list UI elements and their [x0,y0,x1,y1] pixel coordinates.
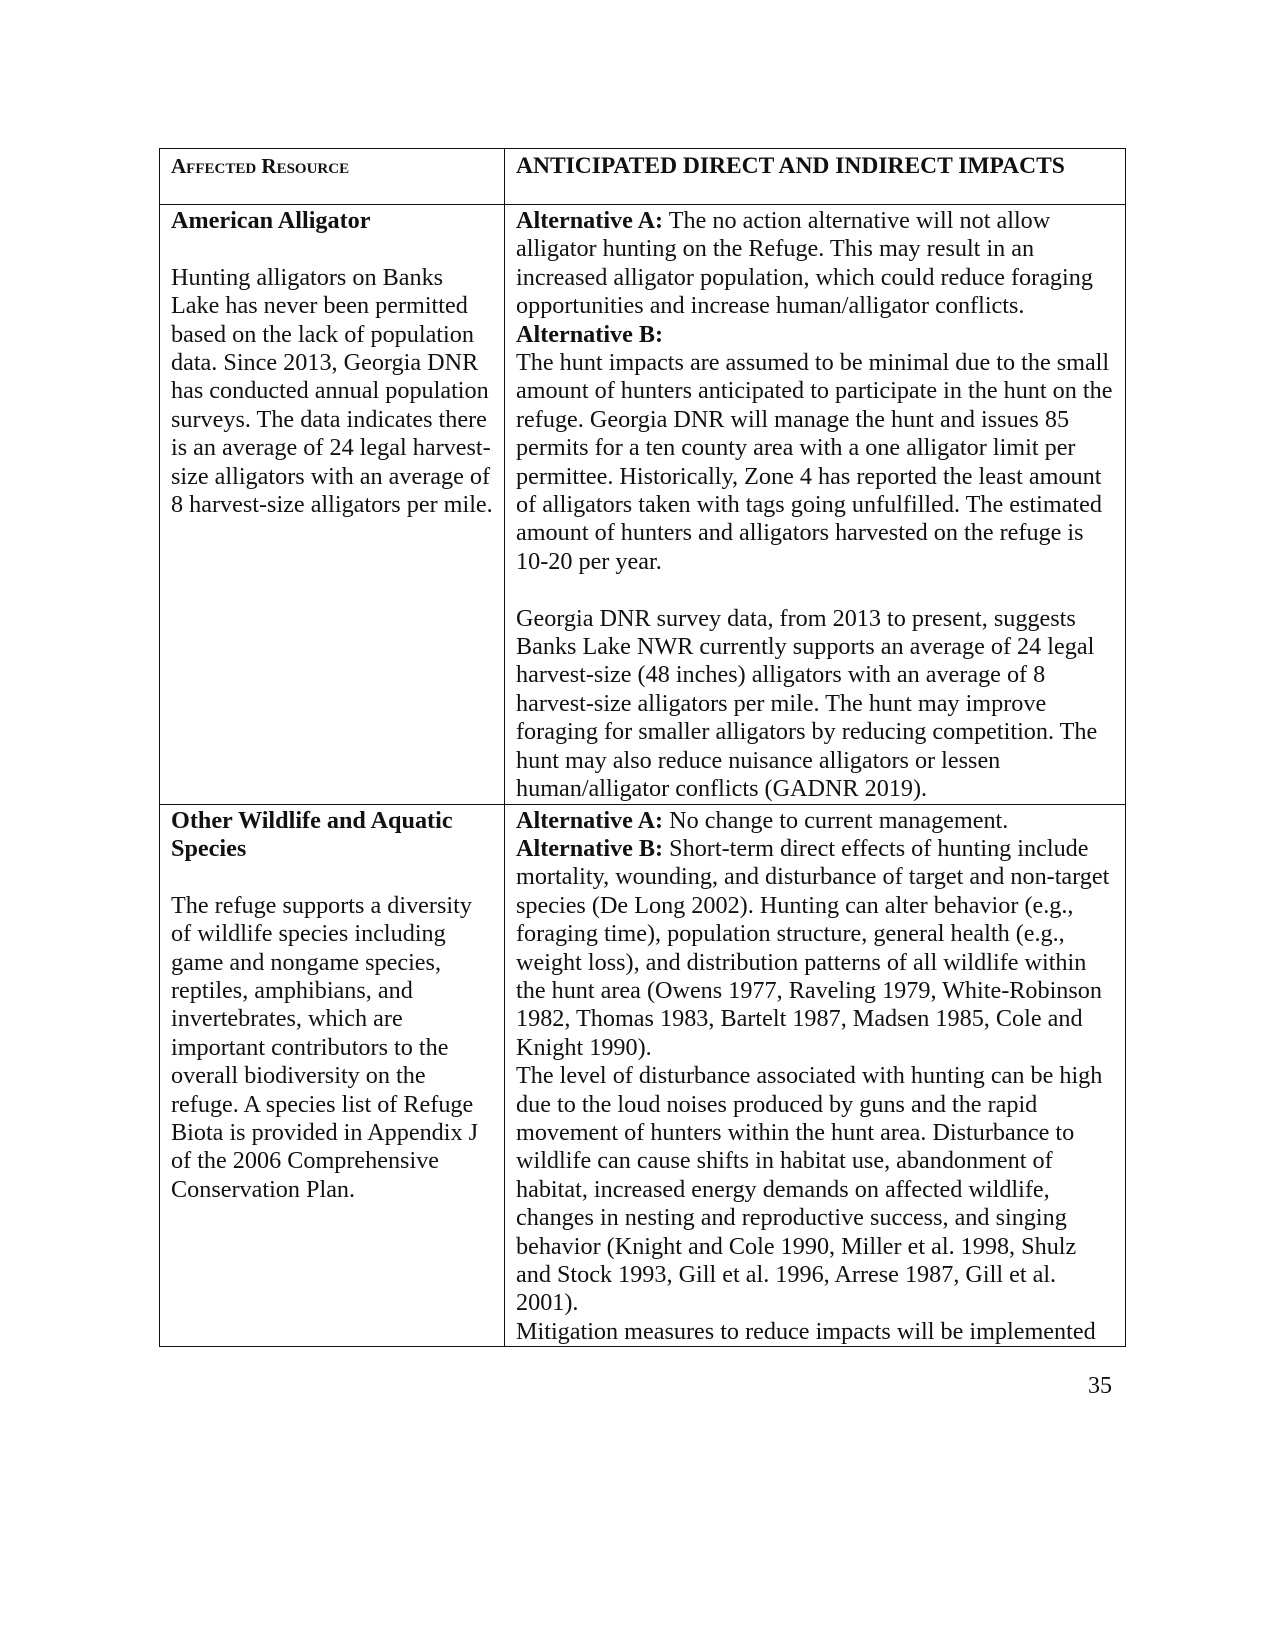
alternative-b-label: Alternative B: [516,320,664,348]
table-header-row [160,149,1126,205]
resource-title: Other Wildlife and Aquatic Species [171,806,453,862]
resource-description: Hunting alligators on Banks Lake has never been permitted based on the lack of population data. Since 2013, Georgia DNR has conducted annual population surveys. The data indicates there is an average of 24 legal harvest-size alligators with an average of 8 harvest-size alligators per mile. [171,263,493,519]
impacts-cell [505,205,1126,805]
alternative-b-paragraph [516,835,1115,1062]
alternative-a-paragraph [516,807,1115,835]
resource-cell [160,804,505,1347]
disturbance-paragraph: The level of disturbance associated with hunting can be high due to the loud noises produced by guns and the rapid movement of hunters within the hunt area. Disturbance to wildlife can cause shifts in habitat use, abandonment of habitat, increased energy demands on affected wildlife, changes in nesting and reproductive success, and singing behavior (Knight and Cole 1990, Miller et al. 1998, Shulz and Stock 1993, Gill et al. 1996, Arrese 1987, Gill et al. 2001). [516,1062,1103,1317]
resource-cell [160,205,505,805]
header-anticipated-impacts [505,149,1126,205]
survey-paragraph: Georgia DNR survey data, from 2013 to present, suggests Banks Lake NWR currently supports an average of 24 legal harvest-size (48 inches) alligators with an average of 8 harvest-size alligators per mile. The hunt may improve foraging for smaller alligators by reducing competition. The hunt may also reduce nuisance alligators or lessen human/alligator conflicts (GADNR 2019). [516,604,1098,803]
page-number: 35 [1088,1373,1112,1399]
resource-description: The refuge supports a diversity of wildlife species including game and nongame species, reptiles, amphibians, and invertebrates, which are important contributors to the overall biodiversity on the refuge. A species list of Refuge Biota is provided in Appendix J of the 2006 Comprehensive Conservation Plan. [171,891,479,1203]
header-affected-resource [160,149,505,205]
alternative-a-text: No change to current management. [663,806,1009,834]
table-row [160,804,1126,1347]
header-affected-resource-label: Affected Resource [171,154,350,178]
resource-title: American Alligator [171,207,371,234]
alternative-b-text: The hunt impacts are assumed to be minimal due to the small amount of hunters anticipated to participate in the hunt on the refuge. Georgia DNR will manage the hunt and issues 85 permits for a ten county area with a one alligator limit per permittee. Historically, Zone 4 has reported the least amount of alligators taken with tags going unfulfilled. The estimated amount of hunters and alligators harvested on the refuge is 10-20 per year. [516,349,1113,575]
mitigation-paragraph: Mitigation measures to reduce impacts will be implemented [516,1317,1096,1345]
alternative-a-text: The no action alternative will not allow alligator hunting on the Refuge. This may result in an increased alligator population, which could reduce foraging opportunities and increase human/alligator conflicts. [516,207,1093,320]
alternative-a-paragraph [516,207,1115,321]
table-row [160,205,1126,805]
header-anticipated-impacts-label: ANTICIPATED DIRECT AND INDIRECT IMPACTS [516,153,1065,179]
alternative-a-label: Alternative A: [516,207,664,234]
alternative-b-text: Short-term direct effects of hunting include mortality, wounding, and disturbance of target and non-target species (De Long 2002). Hunting can alter behavior (e.g., foraging time), population structure, general health (e.g., weight loss), and distribution patterns of all wildlife within the hunt area (Owens 1977, Raveling 1979, White-Robinson 1982, Thomas 1983, Bartelt 1987, Madsen 1985, Cole and Knight 1990). [516,834,1110,1061]
alternative-a-label: Alternative A: [516,806,664,834]
impacts-cell [505,804,1126,1347]
alternative-b-label: Alternative B: [516,834,664,862]
impacts-table [159,148,1126,1347]
